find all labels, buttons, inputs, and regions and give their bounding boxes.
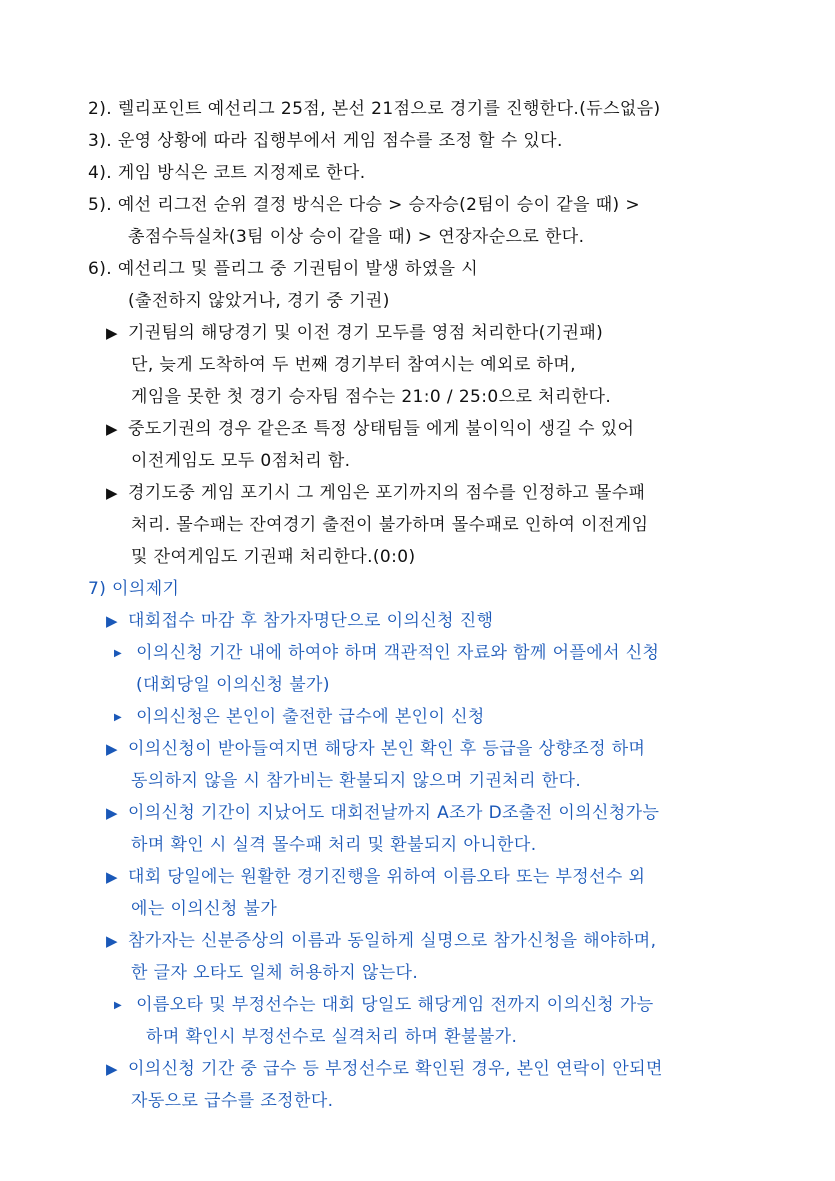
- forfeit-bullet-1: [106, 322, 603, 344]
- objection-bullet-2: [106, 738, 645, 760]
- rule-text: 6). 예선리그 및 플리그 중 기권팀이 발생 하였을 시: [88, 259, 479, 279]
- bullet-text: 참가자는 신분증상의 이름과 동일하게 실명으로 참가신청을 해야하며,: [127, 931, 657, 951]
- bullet-text: 이름오타 및 부정선수는 대회 당일도 해당게임 전까지 이의신청 가능: [136, 995, 654, 1015]
- bullet-text: 하며 확인 시 실격 몰수패 처리 및 환불되지 아니한다.: [131, 835, 537, 855]
- bullet-text: 이전게임도 모두 0점처리 함.: [131, 451, 351, 471]
- objection-subbullet-1: [114, 642, 659, 667]
- bullet-text: 이의신청 기간 중 급수 등 부정선수로 확인된 경우, 본인 연락이 안되면: [127, 1059, 663, 1079]
- forfeit-bullet-1-cont: [131, 354, 576, 376]
- bullet-text: 에는 이의신청 불가: [131, 899, 278, 919]
- rule-text: 5). 예선 리그전 순위 결정 방식은 다승 > 승자승(2팀이 승이 같을 때) >: [88, 195, 640, 215]
- triangle-right-icon: ▶: [106, 868, 118, 886]
- bullet-text: 한 글자 오타도 일체 허용하지 않는다.: [131, 963, 419, 983]
- bullet-text: 단, 늦게 도착하여 두 번째 경기부터 참여시는 예외로 하며,: [131, 355, 576, 375]
- section-7-heading: [88, 578, 179, 600]
- rule-6-line: [88, 258, 478, 280]
- rule-4-line: [88, 162, 366, 184]
- rule-text: 총점수득실차(3팀 이상 승이 같을 때) > 연장자순으로 한다.: [128, 227, 585, 247]
- bullet-text: 기권팀의 해당경기 및 이전 경기 모두를 영점 처리한다(기권패): [127, 323, 604, 343]
- objection-subbullet-1-cont: [136, 674, 330, 696]
- bullet-text: 대회접수 마감 후 참가자명단으로 이의신청 진행: [127, 611, 494, 631]
- forfeit-bullet-3: [106, 482, 645, 504]
- objection-bullet-6-cont: [131, 1090, 333, 1112]
- triangle-right-icon: ▶: [106, 484, 118, 502]
- triangle-right-icon: ▶: [106, 932, 118, 950]
- triangle-right-icon: ▶: [106, 1060, 118, 1078]
- bullet-text: (대회당일 이의신청 불가): [136, 675, 330, 695]
- bullet-text: 및 잔여게임도 기권패 처리한다.(0:0): [131, 547, 416, 567]
- triangle-right-icon: ▶: [106, 804, 118, 822]
- objection-bullet-5-cont: [131, 962, 418, 984]
- small-triangle-right-icon: ▶: [114, 712, 123, 723]
- bullet-text: 동의하지 않을 시 참가비는 환불되지 않으며 기권처리 한다.: [131, 771, 582, 791]
- forfeit-bullet-2-cont: [131, 450, 350, 472]
- rule-text: 2). 렐리포인트 예선리그 25점, 본선 21점으로 경기를 진행한다.(듀스없음): [88, 99, 661, 119]
- rule-3-line: [88, 130, 563, 152]
- rule-6-continuation: [128, 290, 390, 312]
- objection-bullet-4-cont: [131, 898, 277, 920]
- objection-bullet-2-cont: [131, 770, 581, 792]
- rule-5-continuation: [128, 226, 584, 248]
- rule-text: (출전하지 않았거나, 경기 중 기권): [128, 291, 390, 311]
- bullet-text: 중도기권의 경우 같은조 특정 상태팀들 에게 불이익이 생길 수 있어: [127, 419, 635, 439]
- small-triangle-right-icon: ▶: [114, 648, 123, 659]
- rule-5-line: [88, 194, 640, 216]
- forfeit-bullet-1-cont: [131, 386, 611, 408]
- objection-bullet-6: [106, 1058, 663, 1080]
- bullet-text: 처리. 몰수패는 잔여경기 출전이 불가하며 몰수패로 인하여 이전게임: [131, 515, 649, 535]
- bullet-text: 이의신청은 본인이 출전한 급수에 본인이 신청: [136, 707, 485, 727]
- objection-bullet-1: [106, 610, 493, 632]
- triangle-right-icon: ▶: [106, 324, 118, 342]
- objection-subbullet-2: [114, 706, 485, 731]
- forfeit-bullet-3-cont: [131, 546, 416, 568]
- rule-text: 3). 운영 상황에 따라 집행부에서 게임 점수를 조정 할 수 있다.: [88, 131, 563, 151]
- forfeit-bullet-2: [106, 418, 634, 440]
- objection-bullet-3: [106, 802, 659, 824]
- triangle-right-icon: ▶: [106, 420, 118, 438]
- bullet-text: 게임을 못한 첫 경기 승자팀 점수는 21:0 / 25:0으로 처리한다.: [131, 387, 612, 407]
- objection-subbullet-3-cont: [146, 1026, 517, 1048]
- bullet-text: 이의신청 기간이 지났어도 대회전날까지 A조가 D조출전 이의신청가능: [127, 803, 660, 823]
- objection-bullet-4: [106, 866, 645, 888]
- small-triangle-right-icon: ▶: [114, 1000, 123, 1011]
- objection-subbullet-3: [114, 994, 654, 1019]
- bullet-text: 자동으로 급수를 조정한다.: [131, 1091, 334, 1111]
- objection-bullet-5: [106, 930, 656, 952]
- triangle-right-icon: ▶: [106, 612, 118, 630]
- bullet-text: 이의신청이 받아들여지면 해당자 본인 확인 후 등급을 상향조정 하며: [127, 739, 646, 759]
- rule-text: 4). 게임 방식은 코트 지정제로 한다.: [88, 163, 366, 183]
- rule-2-line: [88, 98, 661, 120]
- bullet-text: 경기도중 게임 포기시 그 게임은 포기까지의 점수를 인정하고 몰수패: [127, 483, 646, 503]
- bullet-text: 이의신청 기간 내에 하여야 하며 객관적인 자료와 함께 어플에서 신청: [136, 643, 660, 663]
- forfeit-bullet-3-cont: [131, 514, 648, 536]
- triangle-right-icon: ▶: [106, 740, 118, 758]
- bullet-text: 대회 당일에는 원활한 경기진행을 위하여 이름오타 또는 부정선수 외: [127, 867, 646, 887]
- bullet-text: 하며 확인시 부정선수로 실격처리 하며 환불불가.: [146, 1027, 518, 1047]
- section-heading-text: 7) 이의제기: [88, 579, 180, 599]
- objection-bullet-3-cont: [131, 834, 537, 856]
